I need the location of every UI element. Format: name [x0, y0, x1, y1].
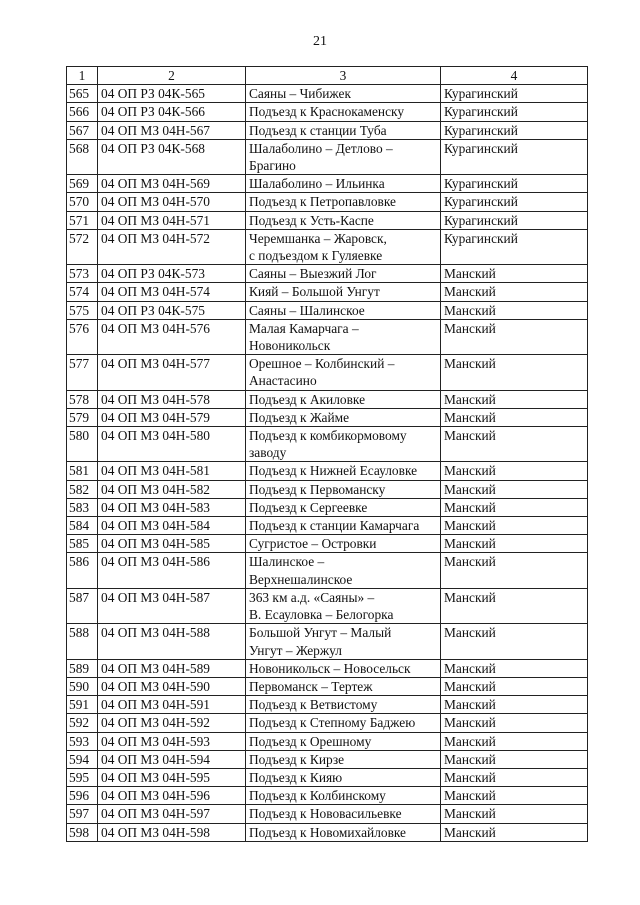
district: Манский: [441, 283, 588, 301]
road-code: 04 ОП МЗ 04Н-570: [98, 193, 246, 211]
table-row: [67, 175, 588, 193]
table-row: [67, 677, 588, 695]
table-row: [67, 787, 588, 805]
district: Манский: [441, 732, 588, 750]
road-name: [246, 588, 441, 623]
road-name: [246, 624, 441, 659]
district: Манский: [441, 498, 588, 516]
road-code: 04 ОП МЗ 04Н-595: [98, 768, 246, 786]
row-number: 575: [67, 301, 98, 319]
table-row: [67, 696, 588, 714]
row-number: 568: [67, 139, 98, 174]
row-number: 589: [67, 659, 98, 677]
road-name-line: Подъезд к Кияю: [249, 769, 343, 785]
district: Курагинский: [441, 193, 588, 211]
table-row: [67, 229, 588, 264]
district: Курагинский: [441, 103, 588, 121]
row-number: 570: [67, 193, 98, 211]
table-row: [67, 480, 588, 498]
road-name-line: Подъезд к Степному Баджею: [249, 715, 416, 731]
road-code: 04 ОП МЗ 04Н-590: [98, 677, 246, 695]
road-name: [246, 229, 441, 264]
district: Манский: [441, 805, 588, 823]
road-name: [246, 677, 441, 695]
road-name-line: Орешное – Колбинский –: [249, 356, 395, 372]
road-code: 04 ОП МЗ 04Н-587: [98, 588, 246, 623]
table-row: [67, 462, 588, 480]
road-name: [246, 732, 441, 750]
road-name: [246, 139, 441, 174]
table-row: [67, 85, 588, 103]
row-number: 592: [67, 714, 98, 732]
road-name-line: Подъезд к Нижней Есауловке: [249, 463, 418, 479]
district: Манский: [441, 696, 588, 714]
district: Манский: [441, 677, 588, 695]
road-name: [246, 805, 441, 823]
road-name-line: Подъезд к Орешному: [249, 733, 372, 749]
road-name-line: Подъезд к Нововасильевке: [249, 806, 402, 822]
row-number: 580: [67, 427, 98, 462]
table-row: [67, 732, 588, 750]
district: Манский: [441, 823, 588, 841]
road-name: [246, 517, 441, 535]
road-name-line: Верхнешалинское: [249, 571, 353, 587]
road-code: 04 ОП МЗ 04Н-584: [98, 517, 246, 535]
road-name: [246, 283, 441, 301]
road-name: [246, 768, 441, 786]
road-name: [246, 787, 441, 805]
road-code: 04 ОП МЗ 04Н-598: [98, 823, 246, 841]
road-name: [246, 211, 441, 229]
table-row: [67, 823, 588, 841]
table-row: [67, 103, 588, 121]
table-row: [67, 714, 588, 732]
road-code: 04 ОП МЗ 04Н-591: [98, 696, 246, 714]
road-name: [246, 714, 441, 732]
road-name-line: Подъезд к станции Туба: [249, 122, 387, 138]
row-number: 587: [67, 588, 98, 623]
road-name-line: Подъезд к Первоманску: [249, 481, 386, 497]
district: Манский: [441, 390, 588, 408]
district: Манский: [441, 480, 588, 498]
row-number: 582: [67, 480, 98, 498]
row-number: 567: [67, 121, 98, 139]
road-name-line: Брагино: [249, 158, 296, 174]
row-number: 581: [67, 462, 98, 480]
road-name-line: Анастасино: [249, 373, 317, 389]
table-row: [67, 535, 588, 553]
district: Курагинский: [441, 175, 588, 193]
column-header-number: 1: [67, 67, 98, 85]
road-name: [246, 103, 441, 121]
row-number: 569: [67, 175, 98, 193]
road-name-line: Подъезд к Жайме: [249, 409, 350, 425]
road-code: 04 ОП МЗ 04Н-569: [98, 175, 246, 193]
road-name: [246, 265, 441, 283]
road-code: 04 ОП РЗ 04К-566: [98, 103, 246, 121]
road-name: [246, 355, 441, 390]
road-name-line: с подъездом к Гуляевке: [249, 248, 383, 264]
district: Манский: [441, 535, 588, 553]
row-number: 584: [67, 517, 98, 535]
road-code: 04 ОП МЗ 04Н-581: [98, 462, 246, 480]
district: Манский: [441, 768, 588, 786]
road-name-line: Подъезд к комбикормовому: [249, 428, 407, 444]
road-code: 04 ОП МЗ 04Н-571: [98, 211, 246, 229]
road-code: 04 ОП МЗ 04Н-597: [98, 805, 246, 823]
row-number: 586: [67, 553, 98, 588]
district: Манский: [441, 787, 588, 805]
district: Манский: [441, 408, 588, 426]
road-name-line: Саяны – Шалинское: [249, 302, 365, 318]
road-name-line: Большой Унгут – Малый: [249, 625, 392, 641]
road-name: [246, 696, 441, 714]
road-name-line: Подъезд к Кирзе: [249, 751, 345, 767]
district: Манский: [441, 319, 588, 354]
road-name: [246, 498, 441, 516]
road-name: [246, 427, 441, 462]
road-name: [246, 175, 441, 193]
road-name-line: Подъезд к Акиловке: [249, 391, 366, 407]
row-number: 579: [67, 408, 98, 426]
road-name-line: Сугристое – Островки: [249, 536, 377, 552]
row-number: 577: [67, 355, 98, 390]
road-code: 04 ОП МЗ 04Н-596: [98, 787, 246, 805]
road-name: [246, 659, 441, 677]
road-code: 04 ОП МЗ 04Н-574: [98, 283, 246, 301]
road-code: 04 ОП МЗ 04Н-594: [98, 750, 246, 768]
road-name-line: заводу: [249, 445, 287, 461]
road-name: [246, 319, 441, 354]
road-name-line: Новоникольск – Новосельск: [249, 660, 411, 676]
road-name-line: Шалаболино – Детлово –: [249, 140, 393, 156]
table-row: [67, 301, 588, 319]
column-header-road-name: 3: [246, 67, 441, 85]
road-code: 04 ОП МЗ 04Н-585: [98, 535, 246, 553]
column-header-district: 4: [441, 67, 588, 85]
road-code: 04 ОП МЗ 04Н-577: [98, 355, 246, 390]
road-name-line: Шалинское –: [249, 554, 325, 570]
road-name: [246, 535, 441, 553]
district: Манский: [441, 624, 588, 659]
district: Курагинский: [441, 211, 588, 229]
table-row: [67, 553, 588, 588]
road-code: 04 ОП МЗ 04Н-578: [98, 390, 246, 408]
road-code: 04 ОП РЗ 04К-565: [98, 85, 246, 103]
table-row: [67, 427, 588, 462]
road-name-line: Подъезд к Сергеевке: [249, 499, 368, 515]
district: Курагинский: [441, 85, 588, 103]
table-row: [67, 319, 588, 354]
district: Манский: [441, 517, 588, 535]
road-code: 04 ОП МЗ 04Н-576: [98, 319, 246, 354]
row-number: 566: [67, 103, 98, 121]
table-row: [67, 193, 588, 211]
road-name-line: Подъезд к Колбинскому: [249, 788, 386, 804]
table-row: [67, 121, 588, 139]
row-number: 576: [67, 319, 98, 354]
table-row: [67, 517, 588, 535]
row-number: 594: [67, 750, 98, 768]
row-number: 591: [67, 696, 98, 714]
district: Манский: [441, 714, 588, 732]
district: Манский: [441, 355, 588, 390]
table-row: [67, 498, 588, 516]
road-code: 04 ОП МЗ 04Н-579: [98, 408, 246, 426]
road-name: [246, 301, 441, 319]
road-code: 04 ОП МЗ 04Н-593: [98, 732, 246, 750]
road-name-line: Первоманск – Тертеж: [249, 678, 373, 694]
row-number: 574: [67, 283, 98, 301]
row-number: 573: [67, 265, 98, 283]
row-number: 590: [67, 677, 98, 695]
table-row: [67, 805, 588, 823]
road-name-line: Подъезд к станции Камарчага: [249, 518, 420, 534]
table-row: [67, 750, 588, 768]
road-name-line: Подъезд к Краснокаменску: [249, 104, 405, 120]
road-name-line: Черемшанка – Жаровск,: [249, 230, 387, 246]
row-number: 593: [67, 732, 98, 750]
table-row: [67, 265, 588, 283]
road-code: 04 ОП МЗ 04Н-582: [98, 480, 246, 498]
road-name-line: Подъезд к Усть-Каспе: [249, 212, 374, 228]
road-code: 04 ОП МЗ 04Н-592: [98, 714, 246, 732]
road-name: [246, 193, 441, 211]
row-number: 578: [67, 390, 98, 408]
road-name: [246, 121, 441, 139]
table-row: [67, 659, 588, 677]
district: Манский: [441, 588, 588, 623]
district: Манский: [441, 553, 588, 588]
road-name-line: 363 км а.д. «Саяны» –: [249, 589, 375, 605]
row-number: 572: [67, 229, 98, 264]
table-row: [67, 408, 588, 426]
row-number: 597: [67, 805, 98, 823]
road-name: [246, 823, 441, 841]
column-header-code: 2: [98, 67, 246, 85]
table-row: [67, 390, 588, 408]
road-code: 04 ОП МЗ 04Н-580: [98, 427, 246, 462]
road-name-line: Кияй – Большой Унгут: [249, 284, 380, 300]
road-name-line: Подъезд к Ветвистому: [249, 697, 378, 713]
district: Манский: [441, 427, 588, 462]
road-code: 04 ОП МЗ 04Н-567: [98, 121, 246, 139]
road-name-line: Унгут – Жержул: [249, 642, 342, 658]
road-code: 04 ОП МЗ 04Н-588: [98, 624, 246, 659]
page-number: 21: [313, 34, 327, 49]
road-code: 04 ОП МЗ 04Н-589: [98, 659, 246, 677]
road-name: [246, 480, 441, 498]
row-number: 583: [67, 498, 98, 516]
road-name-line: Саяны – Выезжий Лог: [249, 266, 377, 282]
row-number: 585: [67, 535, 98, 553]
road-name: [246, 85, 441, 103]
road-code: 04 ОП РЗ 04К-575: [98, 301, 246, 319]
roads-table: [66, 66, 588, 842]
road-code: 04 ОП РЗ 04К-568: [98, 139, 246, 174]
table-row: [67, 588, 588, 623]
table-header-row: [67, 67, 588, 85]
table-row: [67, 624, 588, 659]
district: Курагинский: [441, 229, 588, 264]
table-body: [67, 85, 588, 842]
road-name: [246, 390, 441, 408]
row-number: 565: [67, 85, 98, 103]
district: Курагинский: [441, 121, 588, 139]
road-code: 04 ОП МЗ 04Н-586: [98, 553, 246, 588]
road-name: [246, 408, 441, 426]
road-code: 04 ОП РЗ 04К-573: [98, 265, 246, 283]
district: Манский: [441, 659, 588, 677]
road-name: [246, 462, 441, 480]
road-name-line: В. Есауловка – Белогорка: [249, 607, 394, 623]
row-number: 588: [67, 624, 98, 659]
road-name: [246, 750, 441, 768]
road-name-line: Подъезд к Новомихайловке: [249, 824, 407, 840]
district: Манский: [441, 265, 588, 283]
table-row: [67, 355, 588, 390]
table-row: [67, 139, 588, 174]
road-code: 04 ОП МЗ 04Н-572: [98, 229, 246, 264]
row-number: 571: [67, 211, 98, 229]
table-row: [67, 283, 588, 301]
district: Курагинский: [441, 139, 588, 174]
road-name-line: Новоникольск: [249, 338, 331, 354]
row-number: 595: [67, 768, 98, 786]
road-name-line: Подъезд к Петропавловке: [249, 194, 396, 210]
table-row: [67, 211, 588, 229]
table-row: [67, 768, 588, 786]
row-number: 598: [67, 823, 98, 841]
road-name-line: Шалаболино – Ильинка: [249, 176, 385, 192]
district: Манский: [441, 462, 588, 480]
district: Манский: [441, 301, 588, 319]
district: Манский: [441, 750, 588, 768]
road-name-line: Саяны – Чибижек: [249, 86, 351, 102]
road-name-line: Малая Камарчага –: [249, 320, 359, 336]
road-name: [246, 553, 441, 588]
row-number: 596: [67, 787, 98, 805]
road-code: 04 ОП МЗ 04Н-583: [98, 498, 246, 516]
